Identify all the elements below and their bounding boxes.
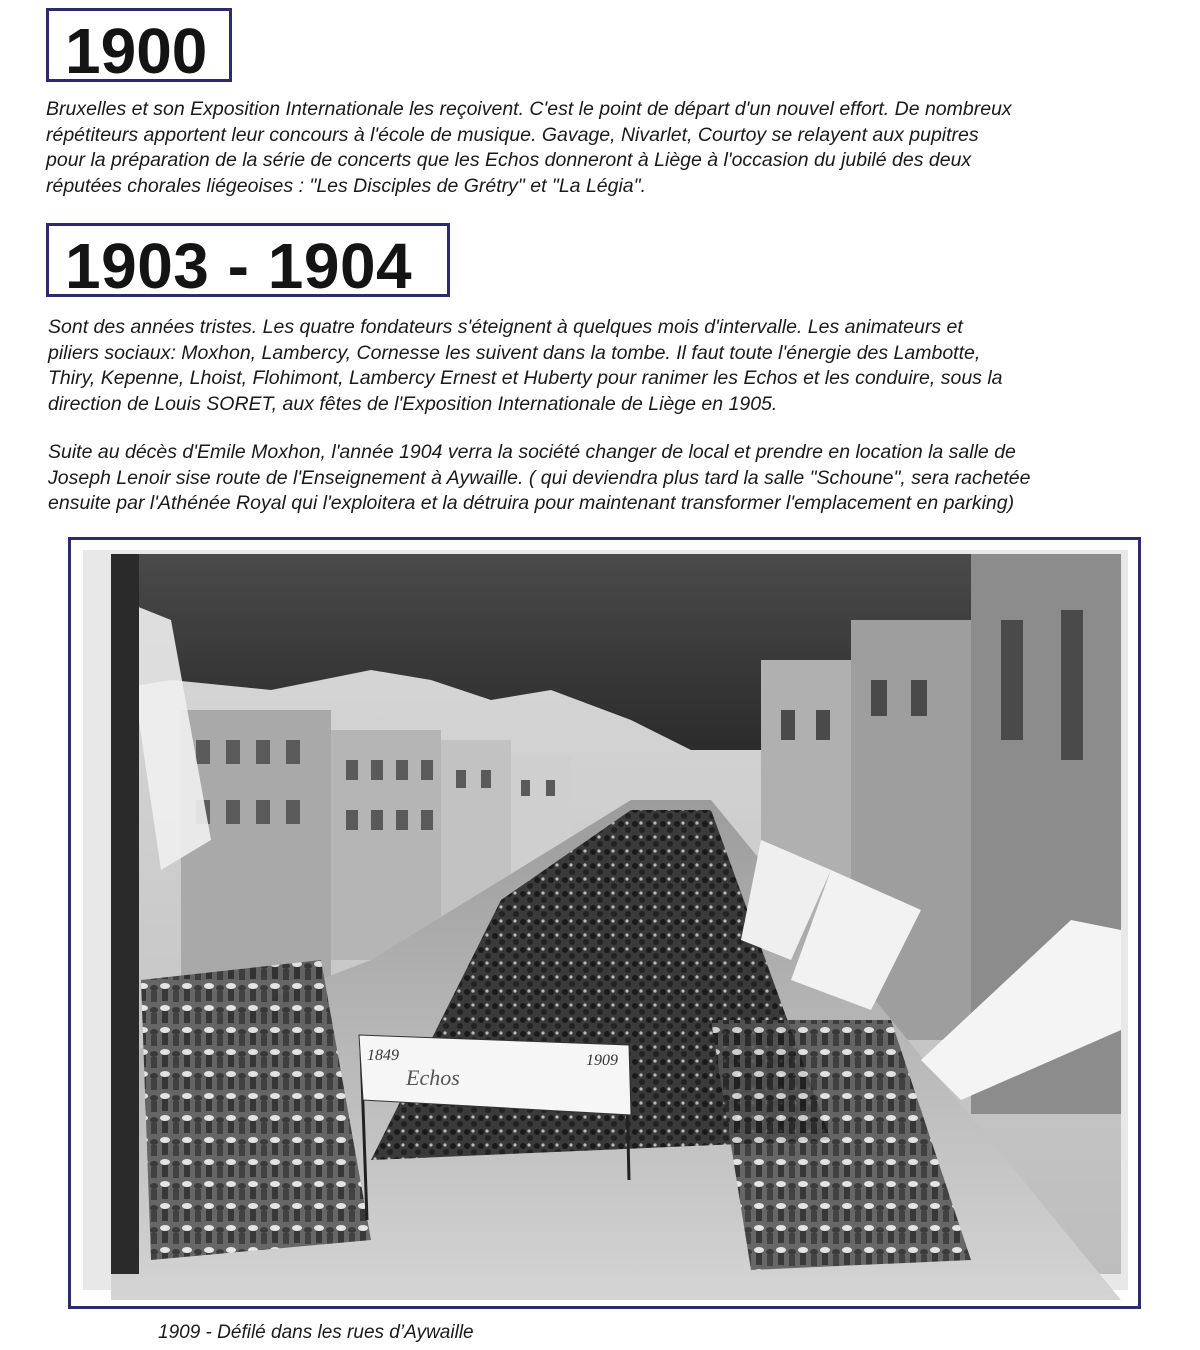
paragraph-1903-1: Sont des années tristes. Les quatre fondateurs s'éteignent à quelques mois d'intervalle. Les animateurs et piliers sociaux: Moxhon, Lambercy, Cornesse les suivent dans la tombe. Il faut toute l'énergie des Lambotte, Thiry, Kepenne, Lhoist, Flohimont, Lambercy Ernest et Huberty pour ranimer les Echos et les conduire, sous la direction de Louis SORET, aux fêtes de l'Exposition Internationale de Liège en 1905. [48, 316, 1003, 415]
year-heading-text: 1903 - 1904 [65, 230, 413, 302]
banner-text: Echos [406, 1065, 460, 1090]
paragraph-1900: Bruxelles et son Exposition Internationale les reçoivent. C'est le point de départ d'un nouvel effort. De nombreux répétiteurs apportent leur concours à l'école de musique. Gavage, Nivarlet, Courtoy se relayent aux pupitres pour la préparation de la série de concerts que les Echos donneront à Liège à l'occasion du jubilé des deux réputées chorales liégeoises : "Les Disciples de Grétry" et "La Légia". [46, 98, 1012, 197]
year-heading-1900 [46, 8, 232, 87]
parade-photo [71, 540, 1138, 1306]
window-frame-left [111, 554, 139, 1274]
paragraph-1903-2: Suite au décès d'Emile Moxhon, l'année 1904 verra la société changer de local et prendre en location la salle de Joseph Lenoir sise route de l'Enseignement à Aywaille. ( qui deviendra plus tard la salle "Schoune", sera rachetée ensuite par l'Athénée Royal qui l'exploitera et la détruira pour maintenant transformer l'emplacement en parking) [48, 441, 1031, 514]
year-heading-1903-1904 [46, 223, 450, 302]
year-heading-text: 1900 [65, 15, 208, 87]
photo-frame [68, 537, 1141, 1309]
banner-year-right: 1909 [586, 1052, 618, 1069]
banner-year-left: 1849 [367, 1047, 399, 1064]
photo-caption: 1909 - Défilé dans les rues d’Aywaille [158, 1322, 474, 1343]
